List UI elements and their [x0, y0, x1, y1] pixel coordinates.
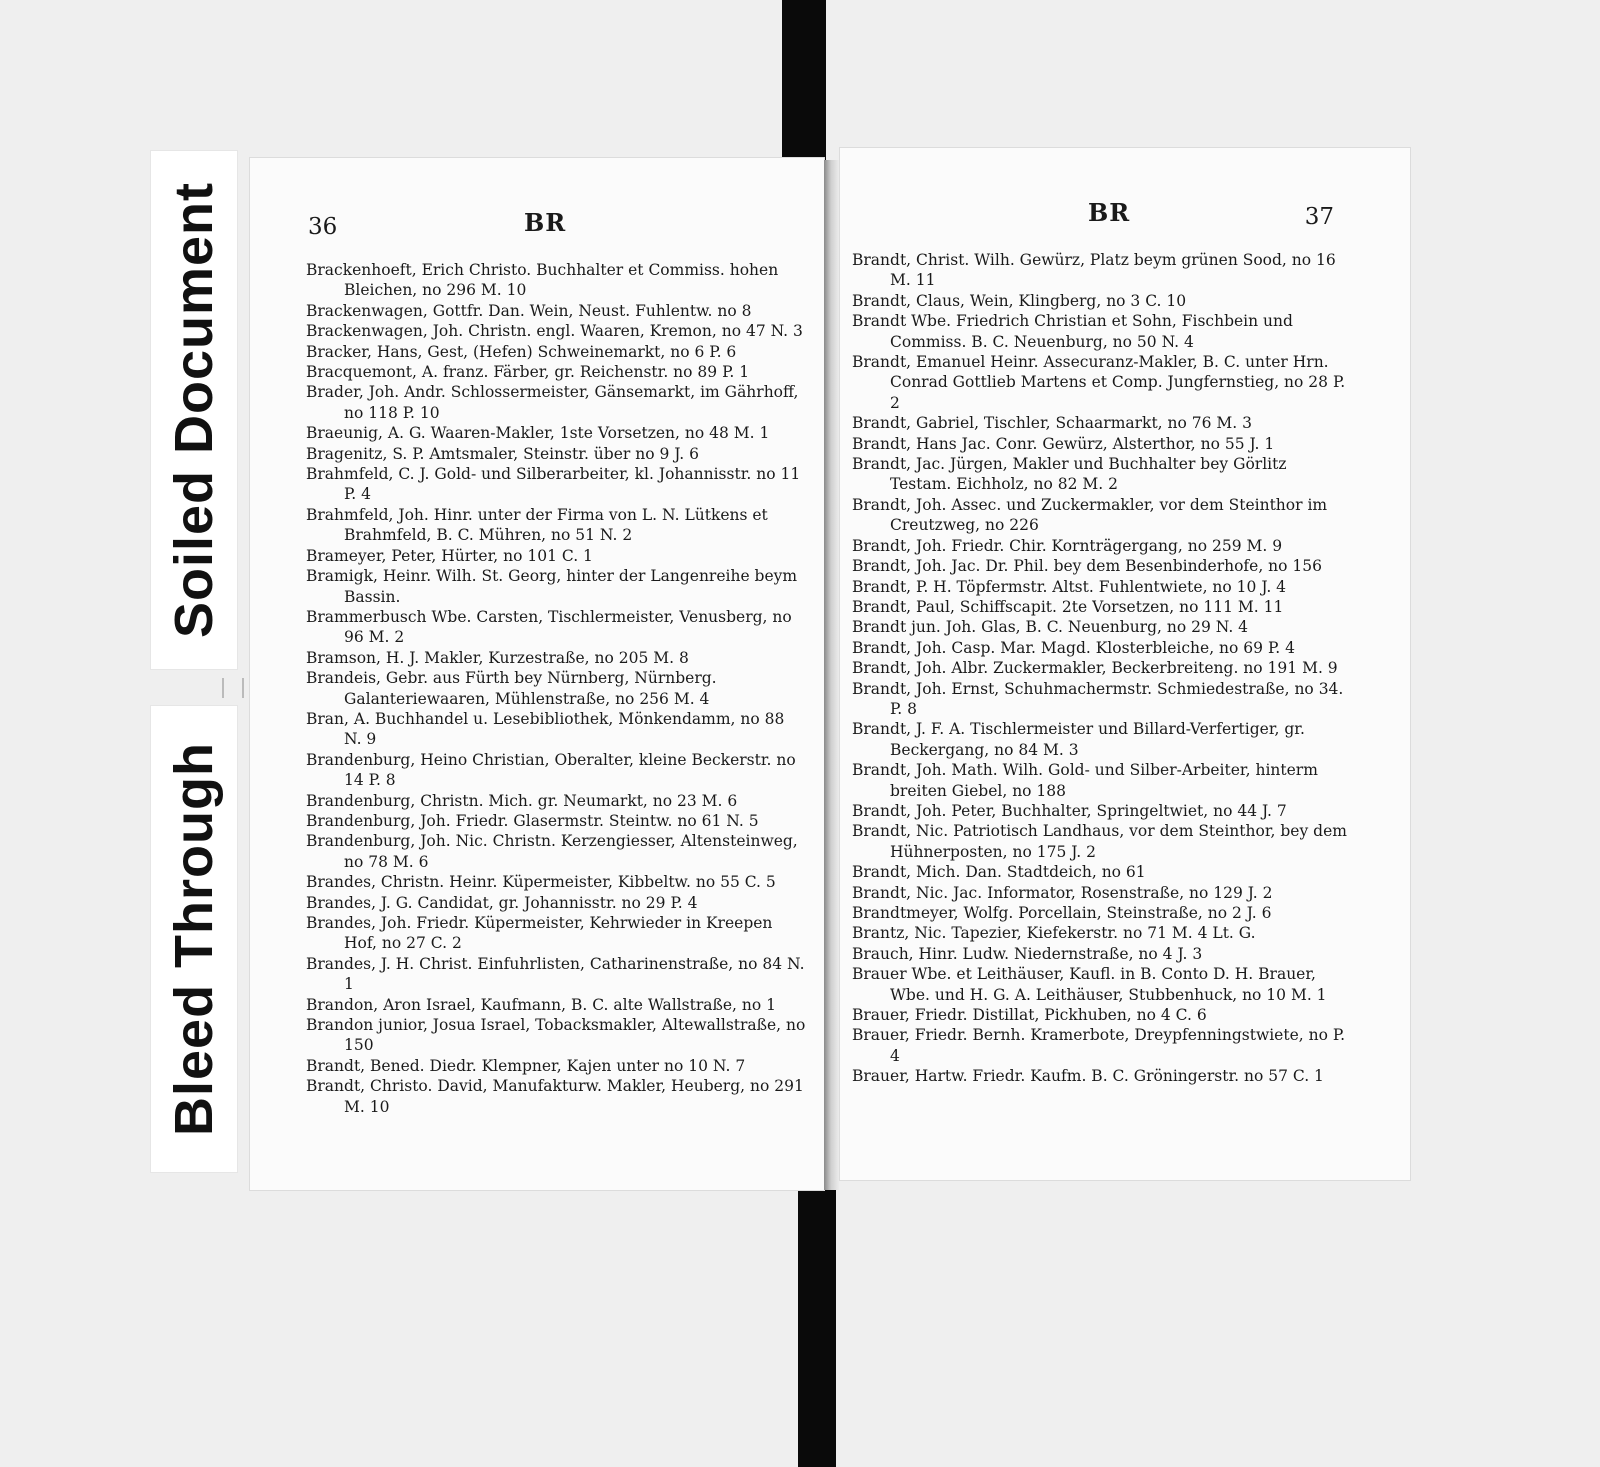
- directory-entry: Bran, A. Buchhandel u. Lesebibliothek, Mönkendamm, no 88 N. 9: [306, 709, 785, 749]
- directory-entry: Brahmfeld, Joh. Hinr. unter der Firma von L. N. Lütkens et Brahmfeld, B. C. Mühren, no 51 N. 2: [306, 505, 768, 545]
- directory-entry: Brandenburg, Joh. Friedr. Glasermstr. Steintw. no 61 N. 5: [306, 811, 759, 830]
- left-running-head: BR: [524, 208, 567, 237]
- directory-entry: Brauer, Friedr. Distillat, Pickhuben, no 4 C. 6: [852, 1006, 1207, 1025]
- directory-entry: Brackenwagen, Gottfr. Dan. Wein, Neust. Fuhlentw. no 8: [306, 301, 752, 320]
- directory-entry: Brandt, Nic. Jac. Informator, Rosenstraße, no 129 J. 2: [852, 883, 1273, 902]
- directory-entry: Brammerbusch Wbe. Carsten, Tischlermeister, Venusberg, no 96 M. 2: [306, 607, 792, 647]
- left-entry-list: [306, 260, 806, 1117]
- directory-entry: Brackenhoeft, Erich Christo. Buchhalter et Commiss. hohen Bleichen, no 296 M. 10: [306, 261, 779, 300]
- soiled-document-text: Soiled Document: [164, 181, 224, 639]
- directory-entry: Brandt jun. Joh. Glas, B. C. Neuenburg, no 29 N. 4: [852, 618, 1249, 637]
- directory-entry: Brandt, Christo. David, Manufakturw. Makler, Heuberg, no 291 M. 10: [306, 1077, 804, 1116]
- directory-entry: Brauer, Friedr. Bernh. Kramerbote, Dreypfenningstwiete, no P. 4: [852, 1026, 1346, 1065]
- directory-entry: Brandt, Joh. Ernst, Schuhmachermstr. Schmiedestraße, no 34. P. 8: [852, 679, 1344, 718]
- directory-entry: Brandt, P. H. Töpfermstr. Altst. Fuhlentwiete, no 10 J. 4: [852, 577, 1287, 596]
- left-page-number: 36: [308, 214, 338, 240]
- directory-entry: Braeunig, A. G. Waaren-Makler, 1ste Vorsetzen, no 48 M. 1: [306, 424, 770, 443]
- directory-entry: Bramson, H. J. Makler, Kurzestraße, no 205 M. 8: [306, 648, 689, 667]
- right-running-head: BR: [1088, 198, 1131, 227]
- label-separator: [222, 678, 244, 698]
- directory-entry: Brandt, Claus, Wein, Klingberg, no 3 C. 10: [852, 291, 1187, 310]
- directory-entry: Brandt, Joh. Math. Wilh. Gold- und Silber-Arbeiter, hinterm breiten Giebel, no 188: [852, 761, 1318, 800]
- directory-entry: Brahmfeld, C. J. Gold- und Silberarbeiter, kl. Johannisstr. no 11 P. 4: [306, 465, 801, 504]
- directory-entry: Brameyer, Peter, Hürter, no 101 C. 1: [306, 546, 593, 565]
- directory-entry: Brandt Wbe. Friedrich Christian et Sohn, Fischbein und Commiss. B. C. Neuenburg, no 50 N. 4: [852, 312, 1293, 351]
- bleed-through-text: Bleed Through: [164, 742, 224, 1136]
- directory-entry: Brandt, Hans Jac. Conr. Gewürz, Alsterthor, no 55 J. 1: [852, 434, 1275, 453]
- directory-entry: Brandt, Bened. Diedr. Klempner, Kajen unter no 10 N. 7: [306, 1056, 746, 1075]
- left-page: [250, 158, 824, 1190]
- directory-entry: Brandeis, Gebr. aus Fürth bey Nürnberg, Nürnberg. Galanteriewaaren, Mühlenstraße, no 256 M. 4: [306, 669, 717, 708]
- directory-entry: Brauch, Hinr. Ludw. Niedernstraße, no 4 J. 3: [852, 944, 1203, 963]
- directory-entry: Brader, Joh. Andr. Schlossermeister, Gänsemarkt, im Gährhoff, no 118 P. 10: [306, 383, 799, 422]
- right-page-number: 37: [1304, 204, 1334, 230]
- directory-entry: Brandt, Paul, Schiffscapit. 2te Vorsetzen, no 111 M. 11: [852, 597, 1284, 616]
- directory-entry: Brandt, Nic. Patriotisch Landhaus, vor dem Steinthor, bey dem Hühnerposten, no 175 J. 2: [852, 822, 1347, 861]
- directory-entry: Brandon junior, Josua Israel, Tobacksmakler, Altewallstraße, no 150: [306, 1016, 806, 1055]
- directory-entry: Brandes, J. H. Christ. Einfuhrlisten, Catharinenstraße, no 84 N. 1: [306, 954, 805, 994]
- directory-entry: Brandt, Joh. Casp. Mar. Magd. Klosterbleiche, no 69 P. 4: [852, 638, 1295, 657]
- directory-entry: Brandt, Gabriel, Tischler, Schaarmarkt, no 76 M. 3: [852, 414, 1253, 433]
- directory-entry: Brandt, Joh. Peter, Buchhalter, Springeltwiet, no 44 J. 7: [852, 801, 1287, 820]
- directory-entry: Brandtmeyer, Wolfg. Porcellain, Steinstraße, no 2 J. 6: [852, 904, 1272, 922]
- directory-entry: Brandes, Christn. Heinr. Küpermeister, Kibbeltw. no 55 C. 5: [306, 873, 776, 892]
- directory-entry: Brandenburg, Christn. Mich. gr. Neumarkt, no 23 M. 6: [306, 791, 738, 810]
- directory-entry: Bracker, Hans, Gest, (Hefen) Schweinemarkt, no 6 P. 6: [306, 342, 737, 361]
- directory-entry: Brackenwagen, Joh. Christn. engl. Waaren, Kremon, no 47 N. 3: [306, 322, 803, 341]
- right-entry-list: [852, 250, 1352, 1087]
- directory-entry: Bramigk, Heinr. Wilh. St. Georg, hinter der Langenreihe beym Bassin.: [306, 567, 798, 606]
- directory-entry: Brandt, Christ. Wilh. Gewürz, Platz beym grünen Sood, no 16 M. 11: [852, 251, 1336, 290]
- directory-entry: Brandt, Joh. Jac. Dr. Phil. bey dem Besenbinderhofe, no 156: [852, 557, 1323, 576]
- directory-entry: Brandenburg, Joh. Nic. Christn. Kerzengiesser, Altensteinweg, no 78 M. 6: [306, 832, 798, 871]
- directory-entry: Brauer, Hartw. Friedr. Kaufm. B. C. Gröningerstr. no 57 C. 1: [852, 1067, 1324, 1086]
- right-page: [840, 148, 1410, 1180]
- directory-entry: Brandt, Joh. Assec. und Zuckermakler, vor dem Steinthor im Creutzweg, no 226: [852, 495, 1328, 535]
- directory-entry: Brandenburg, Heino Christian, Oberalter, kleine Beckerstr. no 14 P. 8: [306, 750, 796, 790]
- directory-entry: Brandon, Aron Israel, Kaufmann, B. C. alte Wallstraße, no 1: [306, 995, 776, 1014]
- directory-entry: Brandt, Emanuel Heinr. Assecuranz-Makler, B. C. unter Hrn. Conrad Gottlieb Martens et Comp. Jungfernstieg, no 28 P. 2: [852, 353, 1346, 412]
- directory-entry: Brantz, Nic. Tapezier, Kiefekerstr. no 71 M. 4 Lt. G.: [852, 924, 1256, 943]
- directory-entry: Bragenitz, S. P. Amtsmaler, Steinstr. über no 9 J. 6: [306, 444, 699, 463]
- directory-entry: Brandt, J. F. A. Tischlermeister und Billard-Verfertiger, gr. Beckergang, no 84 M. 3: [852, 720, 1305, 759]
- soiled-document-label: [150, 150, 238, 670]
- directory-entry: Brandt, Joh. Friedr. Chir. Kornträgergang, no 259 M. 9: [852, 536, 1283, 555]
- directory-entry: Bracquemont, A. franz. Färber, gr. Reichenstr. no 89 P. 1: [306, 363, 750, 382]
- directory-entry: Brandt, Joh. Albr. Zuckermakler, Beckerbreiteng. no 191 M. 9: [852, 659, 1338, 678]
- directory-entry: Brandes, Joh. Friedr. Küpermeister, Kehrwieder in Kreepen Hof, no 27 C. 2: [306, 914, 773, 953]
- bleed-through-label: [150, 705, 238, 1173]
- binding-strip-top: [782, 0, 826, 160]
- directory-entry: Brandt, Mich. Dan. Stadtdeich, no 61: [852, 863, 1146, 882]
- directory-entry: Brauer Wbe. et Leithäuser, Kaufl. in B. Conto D. H. Brauer, Wbe. und H. G. A. Leithäuser, Stubbenhuck, no 10 M. 1: [852, 965, 1327, 1004]
- binding-strip-bottom: [798, 1190, 836, 1467]
- directory-entry: Brandt, Jac. Jürgen, Makler und Buchhalter bey Görlitz Testam. Eichholz, no 82 M. 2: [852, 455, 1287, 494]
- directory-entry: Brandes, J. G. Candidat, gr. Johannisstr. no 29 P. 4: [306, 893, 698, 912]
- book-spine: [824, 160, 840, 1190]
